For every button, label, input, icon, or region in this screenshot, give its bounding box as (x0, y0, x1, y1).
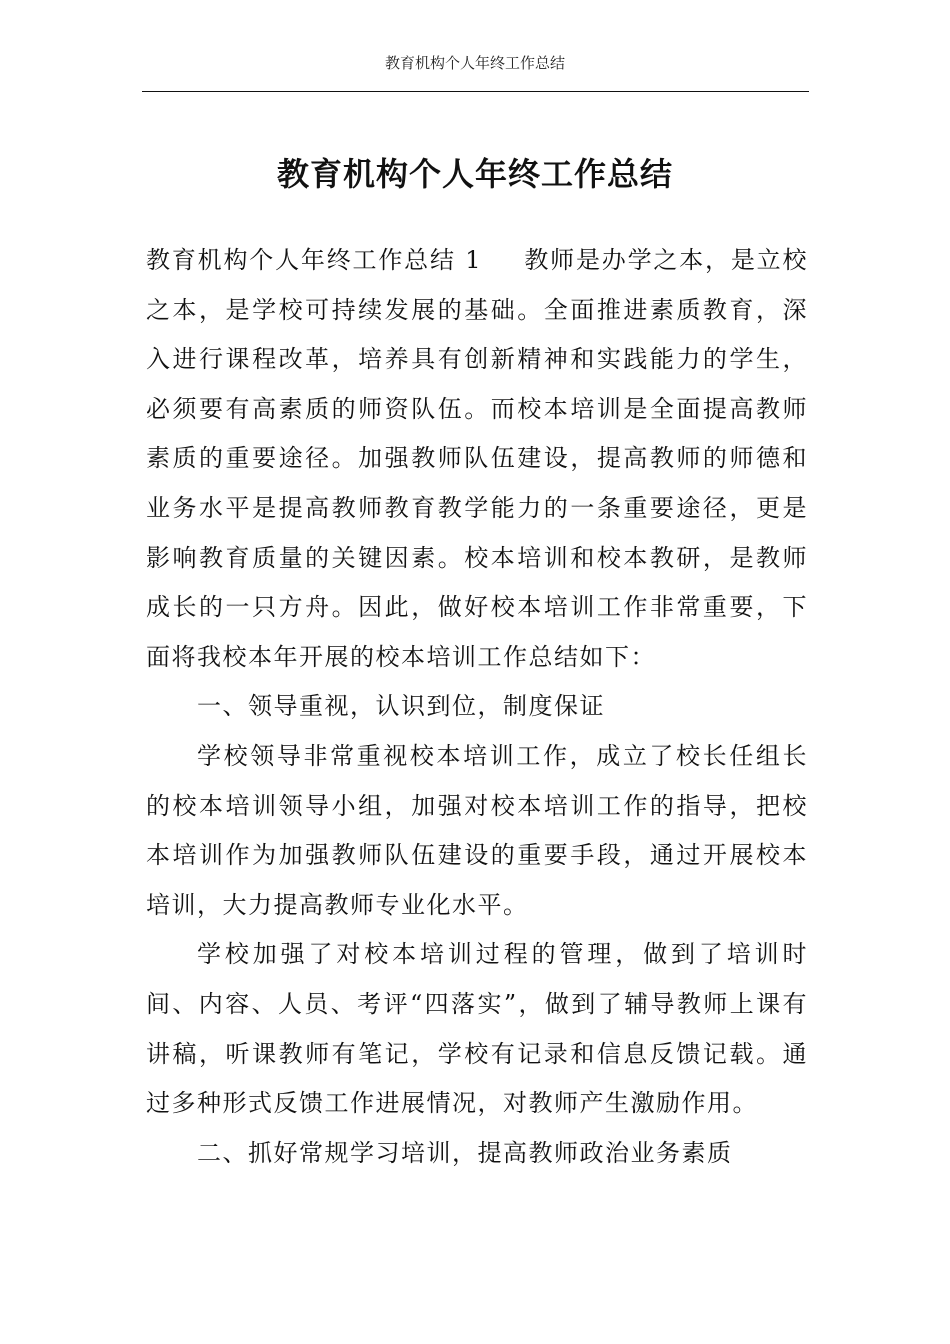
section-heading-2: 二、抓好常规学习培训，提高教师政治业务素质 (197, 1138, 733, 1167)
intro-label: 教育机构个人年终工作总结 1 (146, 246, 483, 274)
section-heading-1: 一、领导重视，认识到位，制度保证 (197, 692, 605, 721)
intro-text: 教师是办学之本，是立校之本，是学校可持续发展的基础。全面推进素质教育，深入进行课程改革，培养具有创新精神和实践能力的学生，必须要有高素质的师资队伍。而校本培训是全面提高教师素质的重要途径。加强教师队伍建设，提高教师的师德和业务水平是提高教师教育教学能力的一条重要途径，更是影响教育质量的关键因素。校本培训和校本教研，是教师成长的一只方舟。因此，做好校本培训工作非常重要，下面将我校本年开展的校本培训工作总结如下： (146, 246, 808, 671)
running-header: 教育机构个人年终工作总结 (384, 54, 565, 72)
section1-paragraph-1: 学校领导非常重视校本培训工作，成立了校长任组长的校本培训领导小组，加强对校本培训工作的指导，把校本培训作为加强教师队伍建设的重要手段，通过开展校本培训，大力提高教师专业化水平。 (146, 741, 808, 919)
document-body (146, 236, 808, 1178)
document-title: 教育机构个人年终工作总结 (276, 155, 673, 193)
intro-paragraph (146, 236, 808, 682)
header-divider (142, 91, 809, 92)
section1-paragraph-2: 学校加强了对校本培训过程的管理，做到了培训时间、内容、人员、考评“四落实”，做到了辅导教师上课有讲稿，听课教师有笔记，学校有记录和信息反馈记载。通过多种形式反馈工作进展情况，对教师产生激励作用。 (146, 940, 808, 1118)
